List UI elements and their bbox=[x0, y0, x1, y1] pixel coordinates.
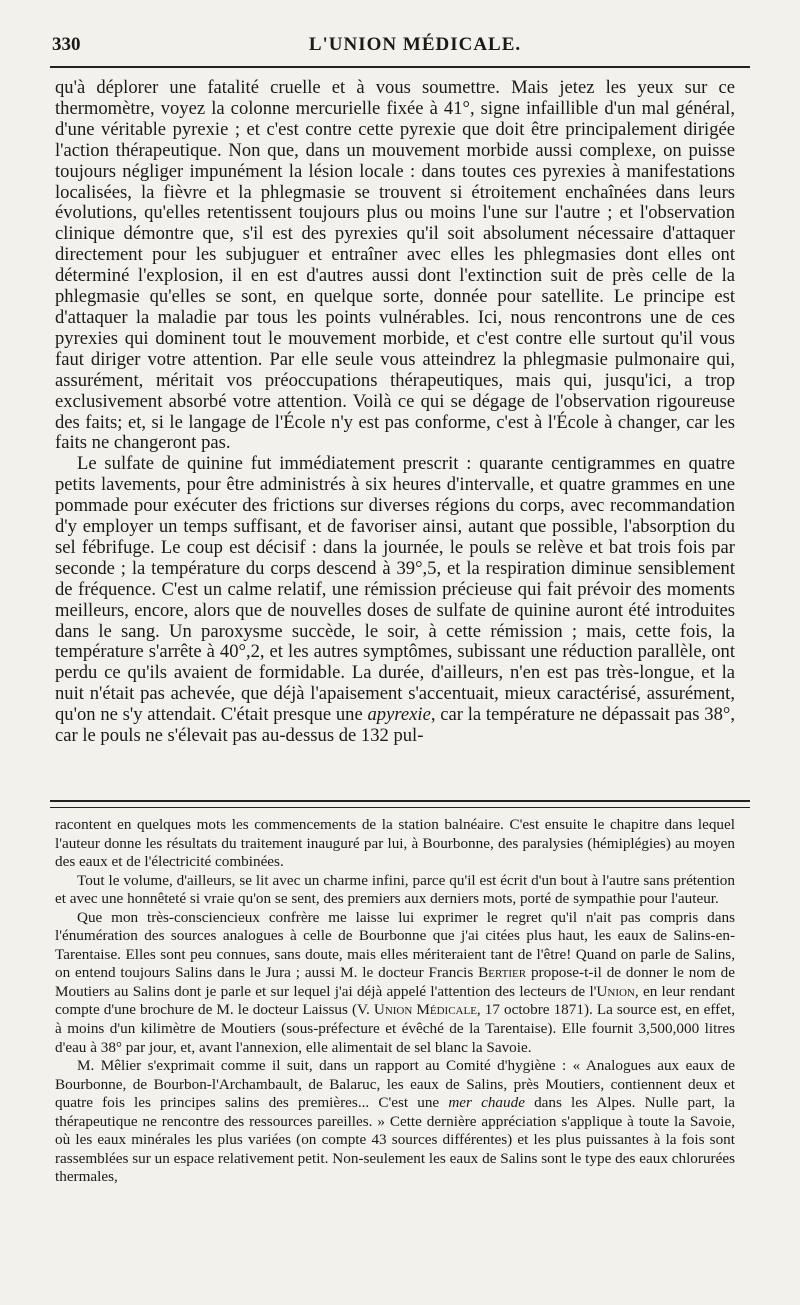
header-rule bbox=[50, 66, 750, 68]
author-name-bertier: Bertier bbox=[478, 964, 527, 982]
footnote-paragraph-4 bbox=[55, 1057, 735, 1187]
running-head bbox=[50, 34, 750, 60]
journal-title: L'UNION MÉDICALE. bbox=[308, 34, 522, 55]
emphasis-mer-chaude: mer chaude bbox=[448, 1094, 525, 1112]
emphasis-apyrexie: apyrexie bbox=[367, 704, 431, 726]
footnote-paragraph-2: Tout le volume, d'ailleurs, se lit avec un charme infini, parce qu'il est écrit d'un bout à l'autre sans prétention et avec une honnêteté si vraie qu'on se sent, des premiers aux derniers mots, porté de sympathie pour l'auteur. bbox=[55, 871, 735, 908]
footnote-separator bbox=[50, 800, 750, 808]
main-paragraph-1: qu'à déplorer une fatalité cruelle et à vous soumettre. Mais jetez les yeux sur ce thermomètre, voyez la colonne mercurielle fixée à 41°, signe infaillible d'un mal général, d'une véritable pyrexie ; et c'est contre cette pyrexie que doit être principalement dirigée l'action thérapeutique. Non que, dans un mouvement morbide aussi complexe, on puisse toujours négliger impunément la lésion locale : dans toutes ces pyrexies à manifestations localisées, la fièvre et la phlegmasie se trouvent si étroitement enchaînées dans leurs évolutions, qu'elles retentissent toujours plus ou moins l'une sur l'autre ; et l'observation clinique démontre que, s'il est des pyrexies qu'il soit absolument nécessaire d'attaquer directement pour les subjuguer et entraîner avec elles les phlegmasies dont elles ont déterminé l'explosion, il en est d'autres aussi dont l'extinction suit de près celle de la phlegmasie qu'elles se sont, en quelque sorte, donnée pour satellite. Le principe est d'attaquer la maladie par tous les points vulnérables. Ici, nous rencontrons une de ces pyrexies qui dominent tout le mouvement morbide, et c'est contre elle surtout qu'il vous faut diriger votre attention. Par elle seule vous atteindrez la phlegmasie pulmonaire qui, assurément, méritait vos préoccupations thérapeutiques, mais qui, jusqu'ici, a trop exclusivement absorbé votre attention. Voilà ce qui se dégage de l'observation rigoureuse des faits; et, si le langage de l'École n'y est pas conforme, c'est à l'École à changer, car les faits ne changeront pas. bbox=[55, 77, 735, 454]
journal-name-union-medicale: Union Médicale bbox=[373, 1001, 477, 1019]
main-paragraph-2-tail: , car la température ne dépassait pas 38°, car le pouls ne s'élevait pas au-dessus de 132 pul- bbox=[55, 704, 735, 747]
fn3-text-c: propose-t-il de donner le nom de Moutiers au Salins dont je parle et sur lequel j'ai déjà appelé l'attention des lecteurs de l' bbox=[55, 964, 735, 1000]
fn3-text-g: , 17 octobre 1871). La source est, en effet, à moins d'un kilimètre de Moutiers (sous-préfecture et évêché de la Tarentaise). Elle fournit 3,500,000 litres d'eau à 38° par jour, et, avant l'annexion, elle alimentait de sel blanc la Savoie. bbox=[55, 1001, 735, 1056]
main-paragraph-2-text: Le sulfate de quinine fut immédiatement prescrit : quarante centigrammes en quatre petits lavements, pour être administrés à six heures d'intervalle, et quatre grammes en une pommade pour exécuter des frictions sur diverses régions du corps, avec recommandation d'y employer un temps suffisant, et de favoriser ainsi, autant que possible, l'absorption du sel fébrifuge. Le coup est décisif : dans la journée, le pouls se relève et bat trois fois par seconde ; la température du corps descend à 39°,5, et la respiration diminue sensiblement de fréquence. C'est un calme relatif, une rémission précieuse qui fait prévoir des moments meilleurs, encore, alors que de nouvelles doses de sulfate de quinine auront été introduites dans le sang. Un paroxysme succède, le soir, à cette rémission ; mais, cette fois, la température s'arrête à 40°,2, et les autres symptômes, subissant une réduction parallèle, ont perdu ce qu'ils avaient de formidable. La durée, d'ailleurs, n'en est pas très-longue, et la nuit n'était pas achevée, que déjà l'apaisement s'accentuait, mieux caractérisé, assurément, qu'on ne s'y attendait. C'était presque une bbox=[55, 453, 735, 726]
journal-name-union: Union bbox=[596, 982, 635, 1000]
main-text bbox=[55, 78, 735, 747]
fn4-text-a: M. Mêlier s'exprimait comme il suit, dans un rapport au Comité d'hygiène : « Analogues aux eaux de Bourbonne, de Bourbon-l'Archambault, de Balaruc, les eaux de Salins, près Moutiers, contiennent deux et quatre fois les principes salins des premières... C'est une bbox=[55, 1057, 735, 1112]
fn3-text-e: , en leur rendant compte d'une brochure de M. le docteur Laissus (V. bbox=[55, 982, 735, 1019]
footnote-paragraph-3 bbox=[55, 909, 735, 1057]
page-number: 330 bbox=[52, 34, 81, 55]
main-paragraph-2 bbox=[55, 454, 735, 747]
fn3-text-a: Que mon très-consciencieux confrère me laisse lui exprimer le regret qu'il n'ait pas compris dans l'énumération des sources analogues à celle de Bourbonne que j'ai citées plus haut, les eaux de Salins-en-Tarentaise. Elles sont peu connues, sans doute, mais elles mériteraient tant de l'être! Quand on parle de Salins, on entend toujours Salins dans le Jura ; aussi M. le docteur Francis bbox=[55, 908, 735, 982]
footnote-paragraph-1: racontent en quelques mots les commencements de la station balnéaire. C'est ensuite le chapitre dans lequel l'auteur donne les résultats du traitement inauguré par lui, à Bourbonne, des paralysies (hémiplégies) au moyen des eaux et de l'électricité combinées. bbox=[55, 816, 735, 871]
fn4-text-c: dans les Alpes. Nulle part, la thérapeutique ne rencontre des ressources pareilles. » Cette dernière appréciation s'applique à toute la Savoie, où les eaux minérales les plus variées (on compte 43 sources différentes) et les plus puissantes à la fois sont rassemblées sur un espace relativement petit. Non-seulement les eaux de Salins sont le type des eaux chlorurées thermales, bbox=[55, 1094, 735, 1186]
footnotes bbox=[55, 816, 735, 1187]
